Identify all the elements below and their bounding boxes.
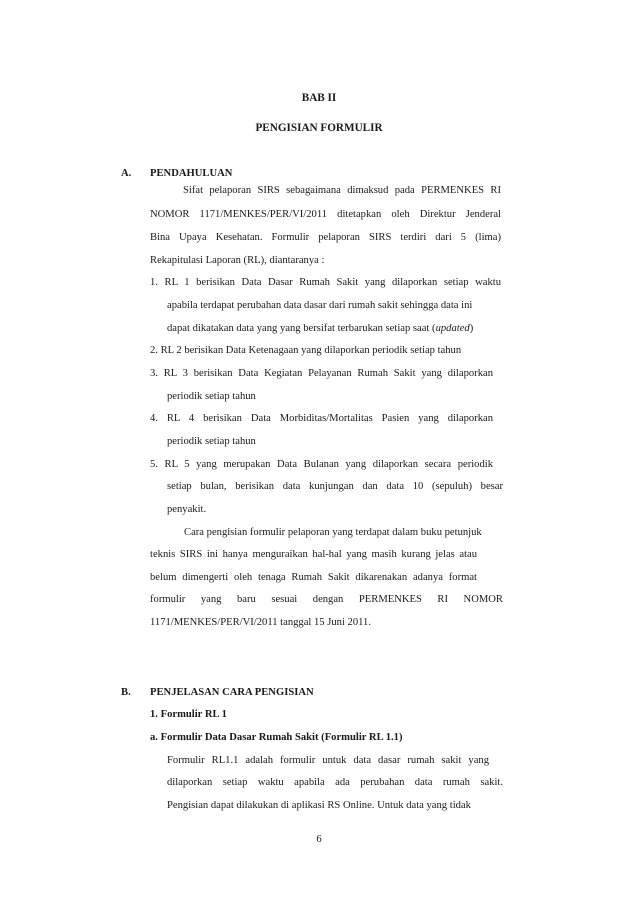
updated-italic: updated (435, 323, 470, 334)
subheading-formulir-rl11: a. Formulir Data Dasar Rumah Sakit (Formulir RL 1.1) (150, 732, 403, 743)
closing-line-1: Cara pengisian formulir pelaporan yang terdapat dalam buku petunjuk (184, 527, 482, 538)
intro-line-1: Sifat pelaporan SIRS sebagaimana dimaksud pada PERMENKES RI (183, 185, 501, 196)
chapter-subtitle: PENGISIAN FORMULIR (255, 122, 383, 134)
closing-line-4: formulir yang baru sesuai dengan PERMENKES RI NOMOR (150, 594, 503, 605)
closing-line-3: belum dimengerti oleh tenaga Rumah Sakit dikarenakan adanya format (150, 572, 477, 583)
intro-line-3: Bina Upaya Kesehatan. Formulir pelaporan SIRS terdiri dari 5 (lima) (150, 232, 501, 243)
list-item-4-line-1: 4. RL 4 berisikan Data Morbiditas/Mortalitas Pasien yang dilaporkan (150, 413, 493, 424)
list-item-3-line-2: periodik setiap tahun (167, 391, 256, 402)
page-number: 6 (316, 834, 322, 845)
list-item-4-line-2: periodik setiap tahun (167, 436, 256, 447)
list-item-1-line-3: dapat dikatakan data yang yang bersifat terbarukan setiap saat (updated) (167, 323, 474, 334)
list-item-1-line-1: 1. RL 1 berisikan Data Dasar Rumah Sakit yang dilaporkan setiap waktu (150, 277, 501, 288)
rl11-line-1: Formulir RL1.1 adalah formulir untuk data dasar rumah sakit yang (167, 755, 489, 766)
list-item-2-line-1: 2. RL 2 berisikan Data Ketenagaan yang dilaporkan periodik setiap tahun (150, 345, 462, 356)
list-item-5-line-2: setiap bulan, berisikan data kunjungan dan data 10 (sepuluh) besar (167, 481, 503, 492)
list-item-1-line-2: apabila terdapat perubahan data dasar dari rumah sakit sehingga data ini (167, 300, 473, 311)
section-b-marker: B. (121, 687, 131, 698)
list-item-5-line-3: penyakit. (167, 504, 207, 515)
closing-line-2: teknis SIRS ini hanya menguraikan hal-hal yang masih kurang jelas atau (150, 549, 477, 560)
subheading-formulir-rl1: 1. Formulir RL 1 (150, 709, 227, 720)
section-b-heading: PENJELASAN CARA PENGISIAN (150, 687, 314, 698)
rl11-line-2: dilaporkan setiap waktu apabila ada perubahan data rumah sakit. (167, 777, 503, 788)
intro-line-4: Rekapitulasi Laporan (RL), diantaranya : (150, 255, 325, 266)
section-a-marker: A. (121, 168, 132, 179)
list-item-5-line-1: 5. RL 5 yang merupakan Data Bulanan yang dilaporkan secara periodik (150, 459, 493, 470)
chapter-title: BAB II (301, 92, 337, 104)
closing-line-5: 1171/MENKES/PER/VI/2011 tanggal 15 Juni 2011. (150, 617, 371, 628)
list-item-3-line-1: 3. RL 3 berisikan Data Kegiatan Pelayanan Rumah Sakit yang dilaporkan (150, 368, 493, 379)
rl11-line-3: Pengisian dapat dilakukan di aplikasi RS Online. Untuk data yang tidak (167, 800, 471, 811)
section-a-heading: PENDAHULUAN (150, 168, 233, 179)
intro-line-2: NOMOR 1171/MENKES/PER/VI/2011 ditetapkan oleh Direktur Jenderal (150, 209, 501, 220)
